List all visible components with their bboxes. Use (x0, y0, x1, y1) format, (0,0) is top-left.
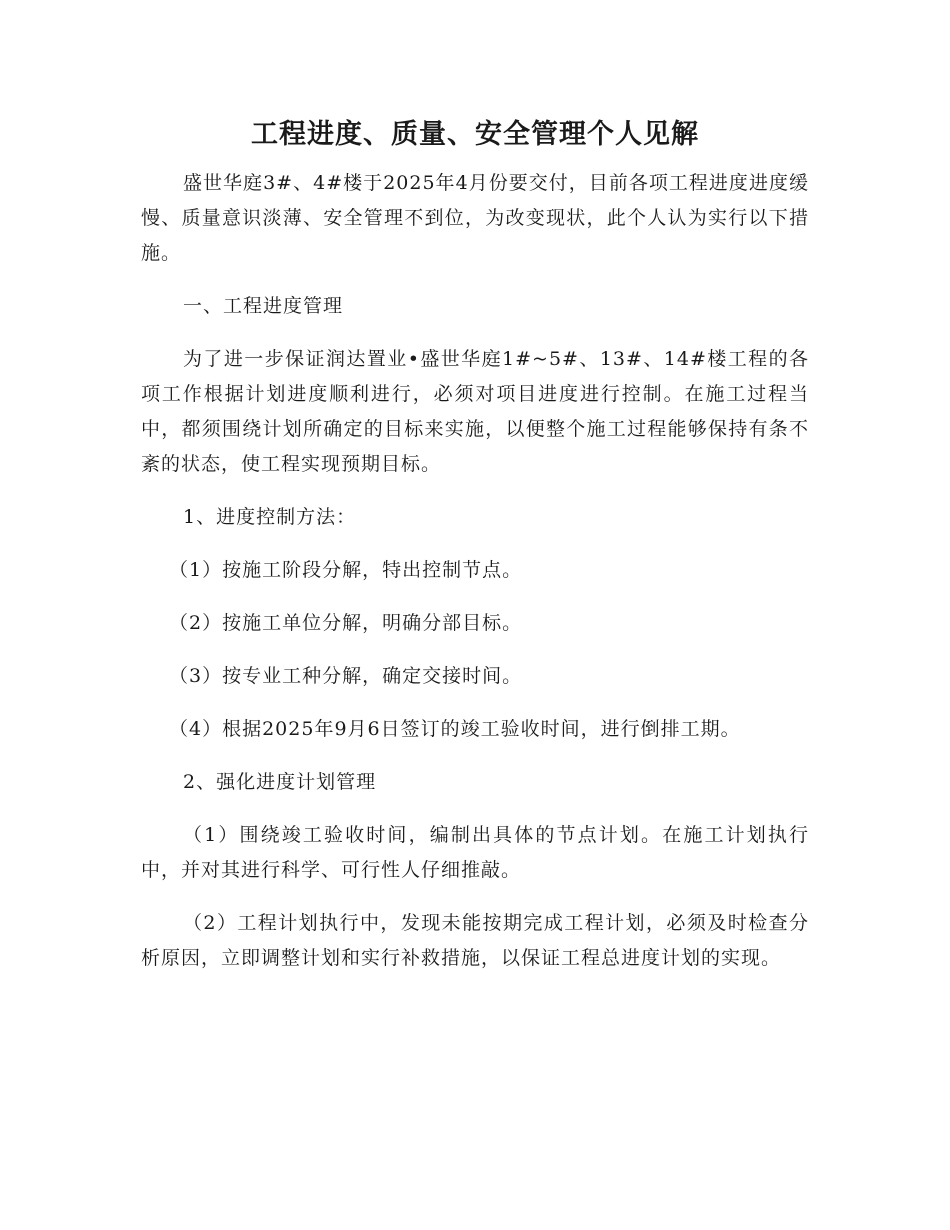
list-item-method-1: （1）按施工阶段分解，特出控制节点。 (169, 559, 523, 581)
list-item-plan-1: （1）围绕竣工验收时间，编制出具体的节点计划。在施工计划执行中，并对其进行科学、可行性人仔细推敲。 (141, 824, 809, 881)
list-item-plan-2: （2）工程计划执行中，发现未能按期完成工程计划，必须及时检查分析原因，立即调整计划和实行补救措施，以保证工程总进度计划的实现。 (141, 912, 809, 969)
subheading-control-methods: 1、进度控制方法： (183, 506, 357, 528)
list-item-method-3: （3）按专业工种分解，确定交接时间。 (169, 665, 523, 687)
intro-paragraph: 盛世华庭3#、4#楼于2025年4月份要交付，目前各项工程进度进度缓慢、质量意识淡薄、安全管理不到位，为改变现状，此个人认为实行以下措施。 (141, 172, 809, 264)
section-heading-progress: 一、工程进度管理 (183, 295, 344, 317)
document-title: 工程进度、质量、安全管理个人见解 (251, 119, 699, 150)
document-body (141, 166, 809, 976)
list-item-method-4: （4）根据2025年9月6日签订的竣工验收时间，进行倒排工期。 (169, 718, 741, 740)
list-item-method-2: （2）按施工单位分解，明确分部目标。 (169, 612, 523, 634)
progress-paragraph: 为了进一步保证润达置业•盛世华庭1#~5#、13#、14#楼工程的各项工作根据计划进度顺利进行，必须对项目进度进行控制。在施工过程当中，都须围绕计划所确定的目标来实施，以便整个施工过程能够保持有条不紊的状态，使工程实现预期目标。 (141, 348, 809, 475)
subheading-plan-management: 2、强化进度计划管理 (183, 771, 377, 793)
